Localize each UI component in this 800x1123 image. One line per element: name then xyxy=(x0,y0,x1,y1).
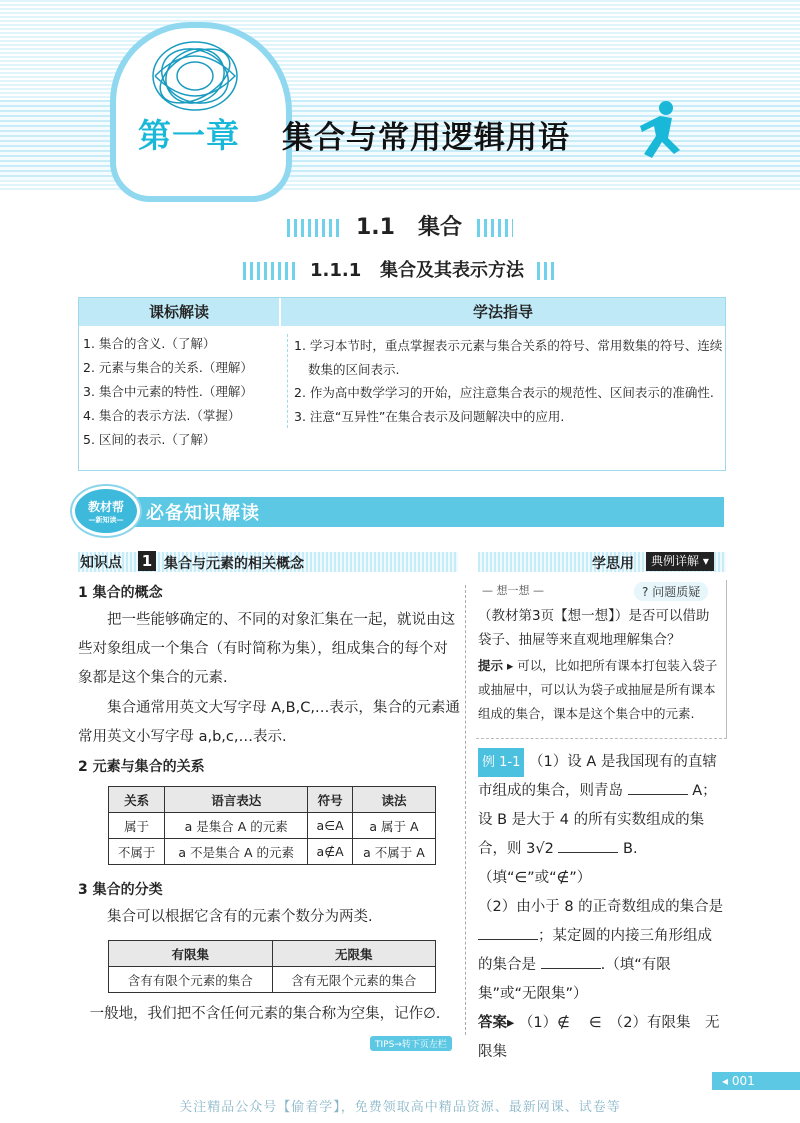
answer-blank xyxy=(628,780,688,795)
bullet-icon: ◂ xyxy=(722,1074,732,1088)
paragraph: 一般地，我们把不含任何元素的集合称为空集，记作∅. xyxy=(89,1006,441,1022)
triangle-down-icon: ▾ xyxy=(702,554,709,568)
section-number: 1.1 xyxy=(356,215,395,240)
overview-left-header: 课标解读 xyxy=(79,298,279,326)
chapter-number: 第一章 xyxy=(138,116,240,155)
curriculum-list xyxy=(83,332,279,452)
example-block xyxy=(478,748,726,1067)
q-badge-text: 问题质疑 xyxy=(652,585,701,599)
table-header: 读法 xyxy=(352,787,435,813)
section-heading: 3 集合的分类 xyxy=(78,882,163,898)
kp-label: 知识点 xyxy=(80,555,122,571)
paragraph: 集合可以根据它含有的元素个数分为两类. xyxy=(107,909,373,925)
column-divider xyxy=(465,585,466,1035)
answer-label: 答案 xyxy=(478,1015,507,1031)
list-item: 3. 注意“互异性”在集合表示及问题解决中的应用. xyxy=(294,408,565,424)
list-item: 3. 集合中元素的特性.（理解） xyxy=(83,384,253,399)
section-title xyxy=(0,210,800,241)
badge-subtitle: —新知读— xyxy=(88,516,124,524)
tips-tag: TIPS→转下页左栏 xyxy=(370,1036,452,1051)
answer-blank xyxy=(558,838,618,853)
right-column-label: 学思用 xyxy=(592,556,634,572)
kp-title: 集合与元素的相关概念 xyxy=(164,556,304,572)
table-cell: a 属于 A xyxy=(352,813,435,839)
think-label: — 想一想 — xyxy=(482,584,544,597)
example-tag: 例 1-1 xyxy=(478,748,524,777)
answer-text: （1）∉ ∈ （2）有限集 无限集 xyxy=(478,1015,720,1060)
footer-note: 关注精品公众号【偷着学】，免费领取高中精品资源、最新网课、试卷等 xyxy=(179,1100,621,1115)
arrow-right-icon: ▸ xyxy=(503,658,514,673)
example-text: （1）设 A 是我国现有的直辖市组成的集合，则青岛 xyxy=(478,754,717,799)
table-cell: 含有有限个元素的集合 xyxy=(109,967,273,993)
banner-title: 必备知识解读 xyxy=(146,503,260,524)
example-text: B.（填“∈”或“∉”） xyxy=(478,841,638,886)
section-heading: 2 元素与集合的关系 xyxy=(78,759,205,775)
chapter-title: 集合与常用逻辑用语 xyxy=(282,120,570,156)
section-name: 集合 xyxy=(417,215,462,240)
table-header: 关系 xyxy=(109,787,165,813)
arrow-right-icon: ▸ xyxy=(507,1015,515,1031)
example-text: .（填“有限集”或“无限集”） xyxy=(478,957,671,1002)
overview-table xyxy=(78,297,726,471)
table-row xyxy=(109,813,436,839)
decor-bars xyxy=(477,219,513,237)
badge-title: 教材帮 xyxy=(87,500,124,514)
banner-badge xyxy=(72,486,140,536)
right-column-tag xyxy=(646,552,714,571)
list-item: 2. 元素与集合的关系.（理解） xyxy=(83,360,253,375)
example-text: A；设 B 是大于 4 的所有实数组成的集合，则 3√2 xyxy=(478,783,717,857)
runner-icon xyxy=(630,98,690,168)
table-header: 符号 xyxy=(308,787,353,813)
table-cell: 不属于 xyxy=(109,839,165,865)
list-item: 5. 区间的表示.（了解） xyxy=(83,432,216,447)
answer-blank xyxy=(541,954,601,969)
section-heading: 1 集合的概念 xyxy=(78,585,163,601)
kp-number: 1 xyxy=(138,551,156,571)
table-cell: a 不是集合 A 的元素 xyxy=(165,839,308,865)
paragraph: 把一些能够确定的、不同的对象汇集在一起，就说由这些对象组成一个集合（有时简称为集），组成集合的每个对象都是这个集合的元素. xyxy=(78,612,455,686)
example-text: ；某定圆的内接三角形组成的集合是 xyxy=(478,928,712,973)
think-label-text: 想一想 xyxy=(496,584,530,597)
subsection-name: 集合及其表示方法 xyxy=(380,260,525,281)
subsection-number: 1.1.1 xyxy=(309,260,362,281)
table-cell: a 不属于 A xyxy=(352,839,435,865)
hint-label: 提示 xyxy=(478,658,504,673)
relation-table xyxy=(108,786,436,865)
table-cell: a∈A xyxy=(308,813,353,839)
table-cell: a 是集合 A 的元素 xyxy=(165,813,308,839)
table-header: 语言表达 xyxy=(165,787,308,813)
answer-blank xyxy=(478,925,538,940)
table-cell: 含有无限个元素的集合 xyxy=(272,967,436,993)
list-item: 1. 集合的含义.（了解） xyxy=(83,336,216,351)
table-header: 无限集 xyxy=(272,941,436,967)
question-text: （教材第3页【想一想】）是否可以借助袋子、抽屉等来直观地理解集合？ xyxy=(478,608,710,648)
table-header: 有限集 xyxy=(109,941,273,967)
page-number xyxy=(712,1072,800,1090)
overview-right-header: 学法指导 xyxy=(281,298,725,326)
page-number-text: 001 xyxy=(731,1074,755,1088)
hint-text: 可以，比如把所有课本打包装入袋子或抽屉中，可以认为袋子或抽屉是所有课本组成的集合，课本是这个集合中的元素. xyxy=(478,658,718,721)
table-cell: a∉A xyxy=(308,839,353,865)
hint xyxy=(478,654,722,726)
tag-text: 典例详解 xyxy=(651,554,700,568)
question-badge xyxy=(634,582,708,601)
scribble-ball-icon xyxy=(140,36,250,116)
classification-table xyxy=(108,940,436,993)
decor-bars xyxy=(287,219,341,237)
question-icon: ? xyxy=(642,585,649,599)
list-item: 1. 学习本节时，重点掌握表示元素与集合关系的符号、常用数集的符号、连续数集的区间表示. xyxy=(294,338,723,377)
paragraph: 集合通常用英文大写字母 A,B,C,…表示，集合的元素通常用英文小写字母 a,b,c,…表示. xyxy=(78,700,460,745)
list-item: 4. 集合的表示方法.（掌握） xyxy=(83,408,241,423)
table-cell: 属于 xyxy=(109,813,165,839)
example-text: （2）由小于 8 的正奇数组成的集合是 xyxy=(478,899,724,915)
table-row xyxy=(109,967,436,993)
table-row xyxy=(109,839,436,865)
method-list xyxy=(287,334,724,428)
decor-bars xyxy=(243,262,297,280)
list-item: 2. 作为高中数学学习的开始，应注意集合表示的规范性、区间表示的准确性. xyxy=(294,385,714,400)
subsection-title xyxy=(0,256,800,282)
decor-bars xyxy=(537,262,557,280)
